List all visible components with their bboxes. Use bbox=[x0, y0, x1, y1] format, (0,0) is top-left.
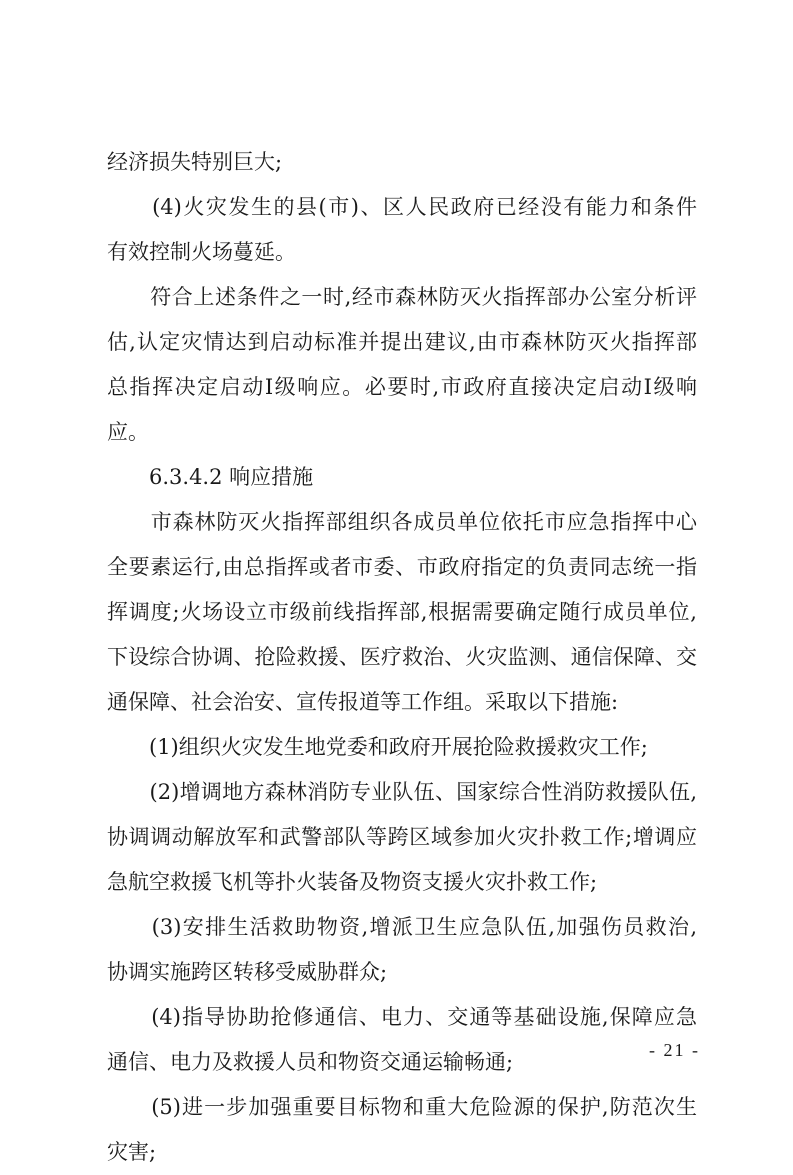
text-line: (1)组织火灾发生地党委和政府开展抢险救援救灾工作; bbox=[107, 735, 648, 759]
text-line: 全要素运行,由总指挥或者市委、市政府指定的负责同志统一指 bbox=[107, 555, 697, 579]
text-line: (4)指导协助抢修通信、电力、交通等基础设施,保障应急 bbox=[107, 1005, 697, 1029]
text-line: 有效控制火场蔓延。 bbox=[107, 240, 296, 264]
text-line: 应。 bbox=[107, 420, 149, 444]
text-line: 灾害; bbox=[107, 1140, 157, 1164]
text-line: (3)安排生活救助物资,增派卫生应急队伍,加强伤员救治, bbox=[107, 915, 697, 939]
text-line: 下设综合协调、抢险救援、医疗救治、火灾监测、通信保障、交 bbox=[107, 645, 697, 669]
text-line: 协调调动解放军和武警部队等跨区域参加火灾扑救工作;增调应 bbox=[107, 825, 697, 849]
text-line: (5)进一步加强重要目标物和重大危险源的保护,防范次生 bbox=[107, 1095, 697, 1119]
body-text bbox=[107, 140, 697, 1175]
text-line: 估,认定灾情达到启动标准并提出建议,由市森林防灭火指挥部 bbox=[107, 330, 697, 354]
text-line: 符合上述条件之一时,经市森林防灭火指挥部办公室分析评 bbox=[107, 285, 697, 309]
text-line: 经济损失特别巨大; bbox=[107, 150, 283, 174]
text-line: (4)火灾发生的县(市)、区人民政府已经没有能力和条件 bbox=[107, 195, 697, 219]
text-line: 急航空救援飞机等扑火装备及物资支援火灾扑救工作; bbox=[107, 870, 598, 894]
text-line: 6.3.4.2 响应措施 bbox=[107, 465, 314, 489]
text-line: 通信、电力及救援人员和物资交通运输畅通; bbox=[107, 1050, 514, 1074]
text-line: 总指挥决定启动Ⅰ级响应。必要时,市政府直接决定启动Ⅰ级响 bbox=[107, 375, 697, 399]
text-line: 市森林防灭火指挥部组织各成员单位依托市应急指挥中心 bbox=[107, 510, 697, 534]
text-line: 通保障、社会治安、宣传报道等工作组。采取以下措施: bbox=[107, 690, 619, 714]
text-line: 协调实施跨区转移受威胁群众; bbox=[107, 960, 388, 984]
page-number: - 21 - bbox=[649, 1040, 700, 1060]
text-line: (2)增调地方森林消防专业队伍、国家综合性消防救援队伍, bbox=[107, 780, 697, 804]
text-line: 挥调度;火场设立市级前线指挥部,根据需要确定随行成员单位, bbox=[107, 600, 697, 624]
